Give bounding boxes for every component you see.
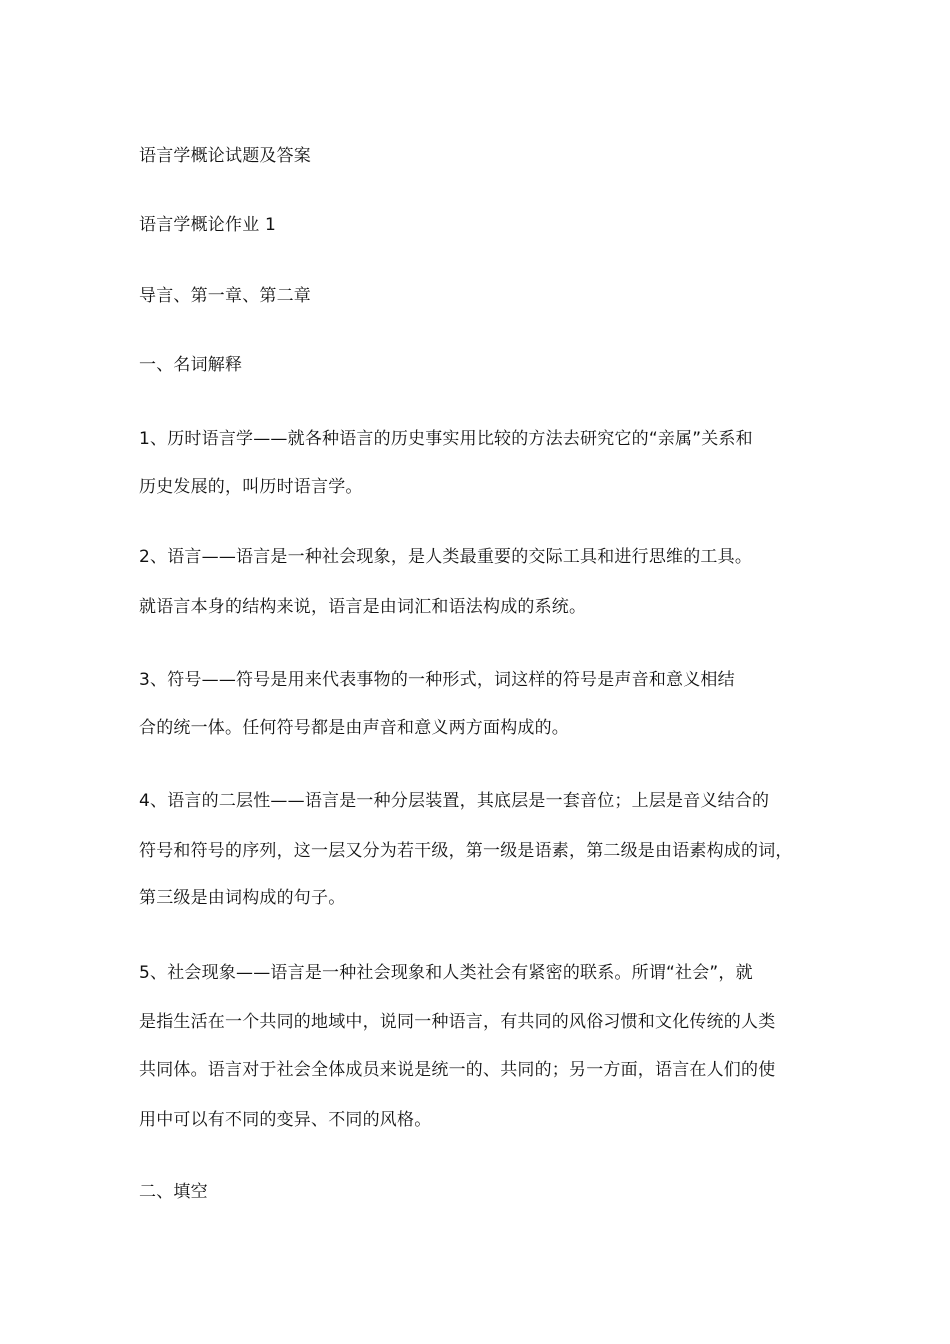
term-item-line: 5、社会现象——语言是一种社会现象和人类社会有紧密的联系。所谓“社会”，就 <box>139 963 753 983</box>
term-item-line: 1、历时语言学——就各种语言的历史事实用比较的方法去研究它的“亲属”关系和 <box>139 429 753 449</box>
term-item-line: 2、语言——语言是一种社会现象，是人类最重要的交际工具和进行思维的工具。 <box>139 547 753 567</box>
term-item-line: 符号和符号的序列，这一层又分为若干级，第一级是语素，第二级是由语素构成的词， <box>139 841 793 861</box>
section-heading-fill-blank: 二、填空 <box>139 1182 208 1202</box>
term-item-line: 用中可以有不同的变异、不同的风格。 <box>139 1110 432 1130</box>
term-item-line: 3、符号——符号是用来代表事物的一种形式，词这样的符号是声音和意义相结 <box>139 670 735 690</box>
term-item-line: 第三级是由词构成的句子。 <box>139 888 346 908</box>
term-item-line: 共同体。语言对于社会全体成员来说是统一的、共同的；另一方面，语言在人们的使 <box>139 1060 776 1080</box>
section-heading-terms: 一、名词解释 <box>139 355 243 375</box>
document-title: 语言学概论试题及答案 <box>139 146 311 166</box>
document-subtitle: 语言学概论作业 1 <box>139 215 277 235</box>
term-item-line: 是指生活在一个共同的地域中，说同一种语言，有共同的风俗习惯和文化传统的人类 <box>139 1012 776 1032</box>
term-item-line: 历史发展的，叫历时语言学。 <box>139 477 363 497</box>
term-item-line: 4、语言的二层性——语言是一种分层装置，其底层是一套音位；上层是音义结合的 <box>139 791 770 811</box>
chapter-range: 导言、第一章、第二章 <box>139 286 311 306</box>
term-item-line: 合的统一体。任何符号都是由声音和意义两方面构成的。 <box>139 718 569 738</box>
term-item-line: 就语言本身的结构来说，语言是由词汇和语法构成的系统。 <box>139 597 587 617</box>
